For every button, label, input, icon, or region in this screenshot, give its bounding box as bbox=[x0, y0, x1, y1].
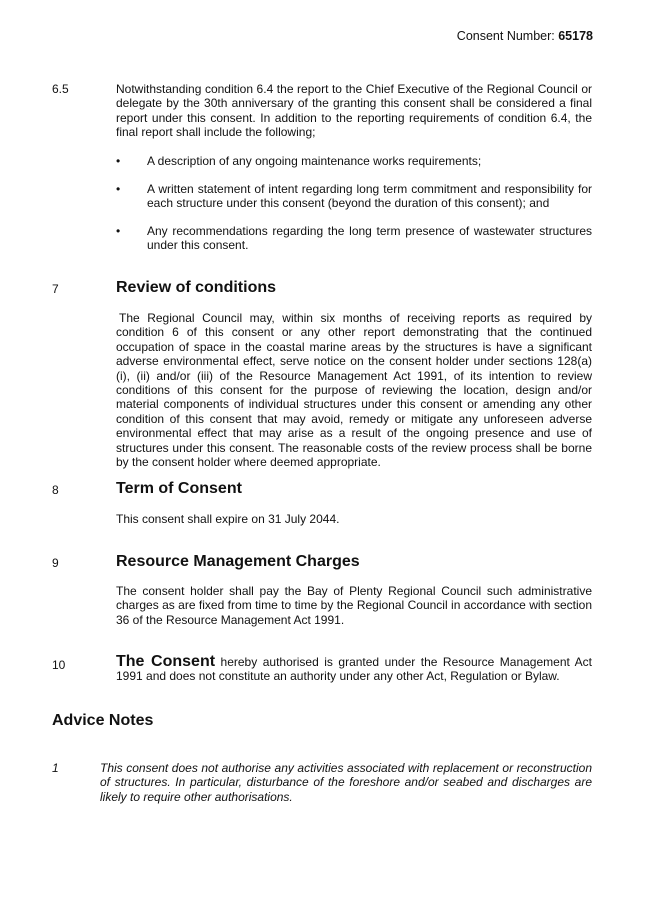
advice-notes-title: Advice Notes bbox=[52, 712, 154, 729]
section-10-body: hereby authorised is granted under the Resource Management Act 1991 and does not constitute an authority under any other Act, Regulation or Bylaw. bbox=[116, 655, 592, 684]
section-10-text bbox=[116, 655, 592, 684]
section-8-text: This consent shall expire on 31 July 2044. bbox=[116, 512, 340, 526]
section-8-heading: Term of Consent bbox=[116, 480, 242, 497]
section-7-text: The Regional Council may, within six months of receiving reports as required by condition 6 of this consent or any other report demonstrating that the continued occupation of space in the coastal marine areas by the structures is have a significant adverse environmental effect, serve notice on the consent holder under sections 128(a)(i), (ii) and/or (iii) of the Resource Management Act 1991, of its intention to review conditions of this consent for the purpose of reviewing the location, design and/or material components of individual structures under this consent or amending any other condition of this consent that may avoid, remedy or mitigate any unforeseen adverse environmental effect that may arise as a result of the ongoing presence and use of structures under this consent. The reasonable costs of the review process shall be borne by the consent holder where deemed appropriate. bbox=[116, 311, 592, 470]
advice-note-number: 1 bbox=[52, 761, 59, 775]
section-7-heading: Review of conditions bbox=[116, 279, 277, 296]
section-7-number: 7 bbox=[52, 282, 59, 296]
bullet-icon: • bbox=[116, 154, 121, 168]
bullet-icon: • bbox=[116, 224, 121, 238]
section-10-number: 10 bbox=[52, 658, 66, 672]
consent-number-label: Consent Number: bbox=[456, 29, 559, 43]
consent-number-value: 65178 bbox=[558, 29, 593, 43]
bullet-text: A written statement of intent regarding long term commitment and responsibility for each structure under this consent (beyond the duration of this consent); and bbox=[147, 182, 592, 211]
section-9-number: 9 bbox=[52, 556, 59, 570]
section-9-heading: Resource Management Charges bbox=[116, 553, 360, 570]
section-10-heading: The Consent bbox=[116, 653, 216, 670]
advice-note-text: This consent does not authorise any activities associated with replacement or reconstruction of structures. In particular, disturbance of the foreshore and/or seabed and discharges are likely to require other authorisations. bbox=[100, 761, 592, 804]
consent-number bbox=[457, 29, 593, 43]
section-6-5-text: Notwithstanding condition 6.4 the report to the Chief Executive of the Regional Council or delegate by the 30th anniversary of the granting this consent shall be considered a final report under this consent. In addition to the reporting requirements of condition 6.4, the final report shall include the following; bbox=[116, 82, 592, 140]
section-6-5-number: 6.5 bbox=[52, 82, 69, 96]
bullet-text: Any recommendations regarding the long term presence of wastewater structures under this consent. bbox=[147, 224, 592, 253]
section-8-number: 8 bbox=[52, 483, 59, 497]
section-9-text: The consent holder shall pay the Bay of Plenty Regional Council such administrative charges as are fixed from time to time by the Regional Council in accordance with section 36 of the Resource Management Act 1991. bbox=[116, 584, 592, 627]
bullet-text: A description of any ongoing maintenance works requirements; bbox=[147, 154, 482, 168]
bullet-icon: • bbox=[116, 182, 121, 196]
